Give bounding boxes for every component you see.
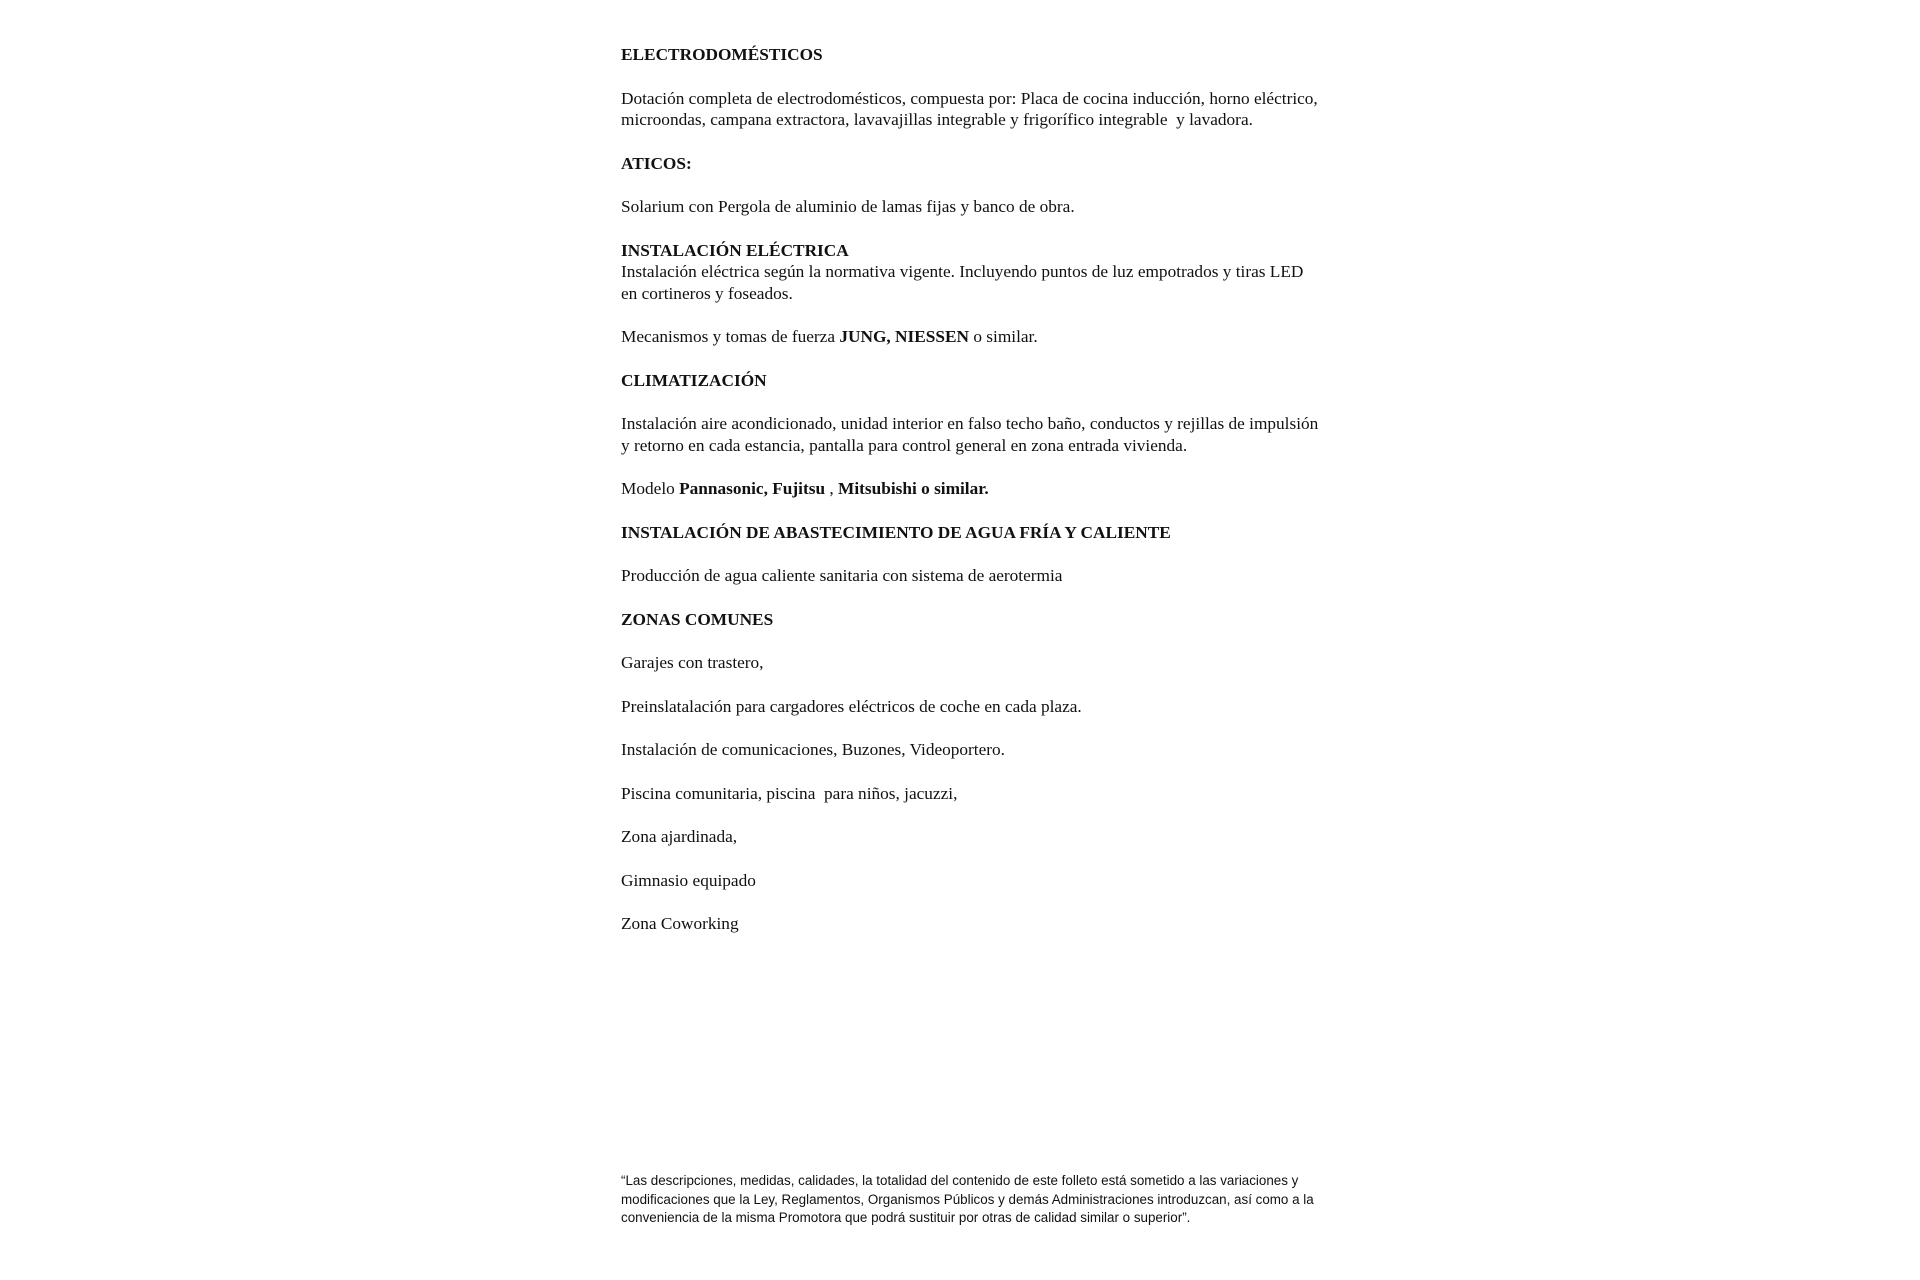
section-title-electrodomesticos: ELECTRODOMÉSTICOS	[621, 45, 823, 64]
mecanismos-prefix: Mecanismos y tomas de fuerza	[621, 327, 840, 346]
section-title-aticos: ATICOS:	[621, 153, 692, 173]
section-title-instalacion-electrica: INSTALACIÓN ELÉCTRICA	[621, 240, 849, 260]
modelo-brands-1: Pannasonic, Fujitsu	[679, 479, 826, 498]
mecanismos-brands: JUNG, NIESSEN	[839, 327, 970, 346]
electrodomesticos-text: Dotación completa de electrodomésticos, compuesta por: Placa de cocina inducción, horno eléctrico, microondas, campana extractora, lavavajillas integrable y frigorífico integrable y lavadora.	[621, 88, 1323, 129]
list-item: Zona Coworking	[621, 914, 739, 933]
section-title-agua: INSTALACIÓN DE ABASTECIMIENTO DE AGUA FRÍA Y CALIENTE	[621, 522, 1171, 542]
list-item: Garajes con trastero,	[621, 653, 764, 672]
aticos-text: Solarium con Pergola de aluminio de lamas fijas y banco de obra.	[621, 197, 1075, 216]
section-title-zonas-comunes: ZONAS COMUNES	[621, 609, 774, 629]
list-item: Preinslatalación para cargadores eléctricos de coche en cada plaza.	[621, 696, 1082, 716]
modelo-brands-2: Mitsubishi o similar.	[838, 479, 989, 498]
list-item: Instalación de comunicaciones, Buzones, Videoportero.	[621, 740, 1005, 759]
document-body	[621, 44, 1321, 935]
footer-disclaimer-block	[621, 1172, 1321, 1228]
list-item: Zona ajardinada,	[621, 827, 738, 846]
agua-text: Producción de agua caliente sanitaria con sistema de aerotermia	[621, 566, 1063, 585]
modelo-line	[621, 478, 1321, 500]
climatizacion-text: Instalación aire acondicionado, unidad interior en falso techo baño, conductos y rejillas de impulsión y retorno en cada estancia, pantalla para control general en zona entrada vivienda.	[621, 414, 1323, 455]
instalacion-electrica-text: Instalación eléctrica según la normativa vigente. Incluyendo puntos de luz empotrados y tiras LED en cortineros y foseados.	[621, 262, 1308, 303]
mecanismos-line	[621, 326, 1321, 348]
list-item: Gimnasio equipado	[621, 870, 756, 890]
mecanismos-suffix: o similar.	[969, 327, 1038, 346]
modelo-separator: ,	[825, 479, 839, 498]
footer-disclaimer: “Las descripciones, medidas, calidades, la totalidad del contenido de este folleto está sometido a las variaciones y modificaciones que la Ley, Reglamentos, Organismos Públicos y demás Administraciones introduzcan, así como a la conveniencia de la misma Promotora que podrá sustituir por otras de calidad similar o superior”.	[621, 1173, 1314, 1225]
section-title-climatizacion: CLIMATIZACIÓN	[621, 370, 767, 390]
list-item: Piscina comunitaria, piscina para niños, jacuzzi,	[621, 783, 958, 803]
modelo-prefix: Modelo	[621, 479, 680, 498]
